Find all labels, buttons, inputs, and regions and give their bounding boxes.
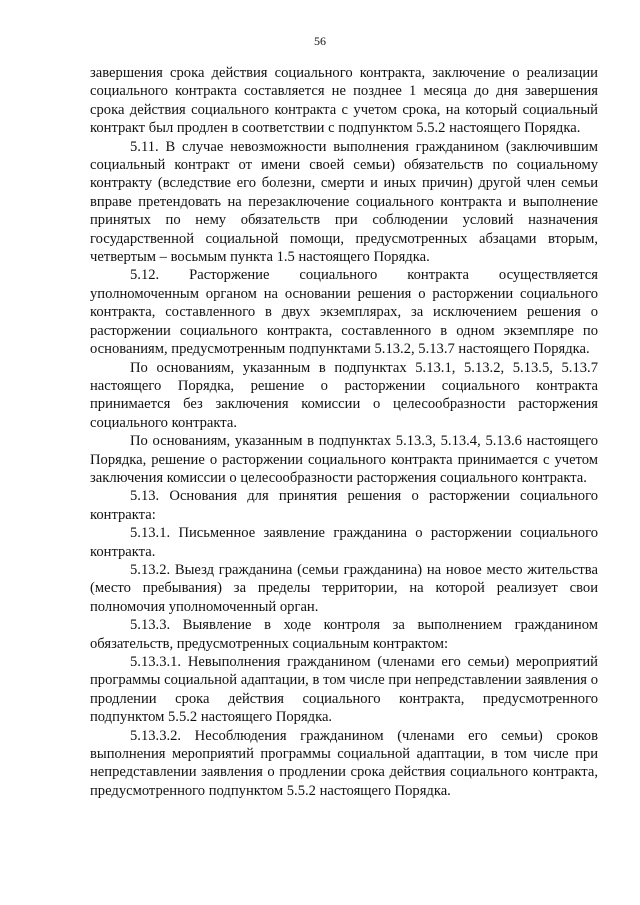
page-number: 56 [314, 34, 326, 48]
paragraph-5-13: 5.13. Основания для принятия решения о расторжении социального контракта: [90, 488, 598, 523]
paragraph-5-13-3-1: 5.13.3.1. Невыполнения гражданином (членами его семьи) мероприятий программы социальной адаптации, в том числе при непредставлении заявления о продлении срока действия социального контракта, предусмотренного подпунктом 5.5.2 настоящего Порядка. [90, 654, 598, 726]
paragraph-5-13-1: 5.13.1. Письменное заявление гражданина о расторжении социального контракта. [90, 525, 598, 560]
paragraph-grounds-without-commission: По основаниям, указанным в подпунктах 5.13.1, 5.13.2, 5.13.5, 5.13.7 настоящего Порядка, решение о расторжении социального контракта принимается без заключения комиссии о целесообразности расторжения социального контракта. [90, 359, 598, 431]
paragraph-5-12: 5.12. Расторжение социального контракта осуществляется уполномоченным органом на основании решения о расторжении социального контракта, составленного в двух экземплярах, за исключением решения о расторжении социального контракта, составленного в одном экземпляре по основаниям, предусмотренным подпунктами 5.13.2, 5.13.7 настоящего Порядка. [90, 267, 598, 358]
paragraph-5-13-3-2: 5.13.3.2. Несоблюдения гражданином (членами его семьи) сроков выполнения мероприятий программы социальной адаптации, в том числе при непредставлении заявления о продлении срока действия социального контракта, предусмотренного подпунктом 5.5.2 настоящего Порядка. [90, 727, 598, 799]
paragraph-5-13-2: 5.13.2. Выезд гражданина (семьи гражданина) на новое место жительства (место пребывания) за пределы территории, на которой реализует свои полномочия уполномоченный орган. [90, 561, 598, 615]
paragraph-continuation: завершения срока действия социального контракта, заключение о реализации социального контракта составляется не позднее 1 месяца до дня завершения срока действия социального контракта с учетом срока, на который социальный контракт был продлен в соответствии с подпунктом 5.5.2 настоящего Порядка. [90, 65, 598, 137]
paragraph-5-13-3: 5.13.3. Выявление в ходе контроля за выполнением гражданином обязательств, предусмотренных социальным контрактом: [90, 617, 598, 652]
document-body [90, 64, 598, 800]
paragraph-5-11: 5.11. В случае невозможности выполнения гражданином (заключившим социальный контракт от имени своей семьи) обязательств по социальному контракту (вследствие его болезни, смерти и иных причин) другой член семьи вправе претендовать на перезаключение социального контракта и выполнение принятых по нему обязательств при соблюдении условий назначения государственной социальной помощи, предусмотренных абзацами вторым, четвертым – восьмым пункта 1.5 настоящего Порядка. [90, 138, 598, 266]
paragraph-grounds-with-commission: По основаниям, указанным в подпунктах 5.13.3, 5.13.4, 5.13.6 настоящего Порядка, решение о расторжении социального контракта принимается с учетом заключения комиссии о целесообразности расторжения социального контракта. [90, 433, 598, 486]
